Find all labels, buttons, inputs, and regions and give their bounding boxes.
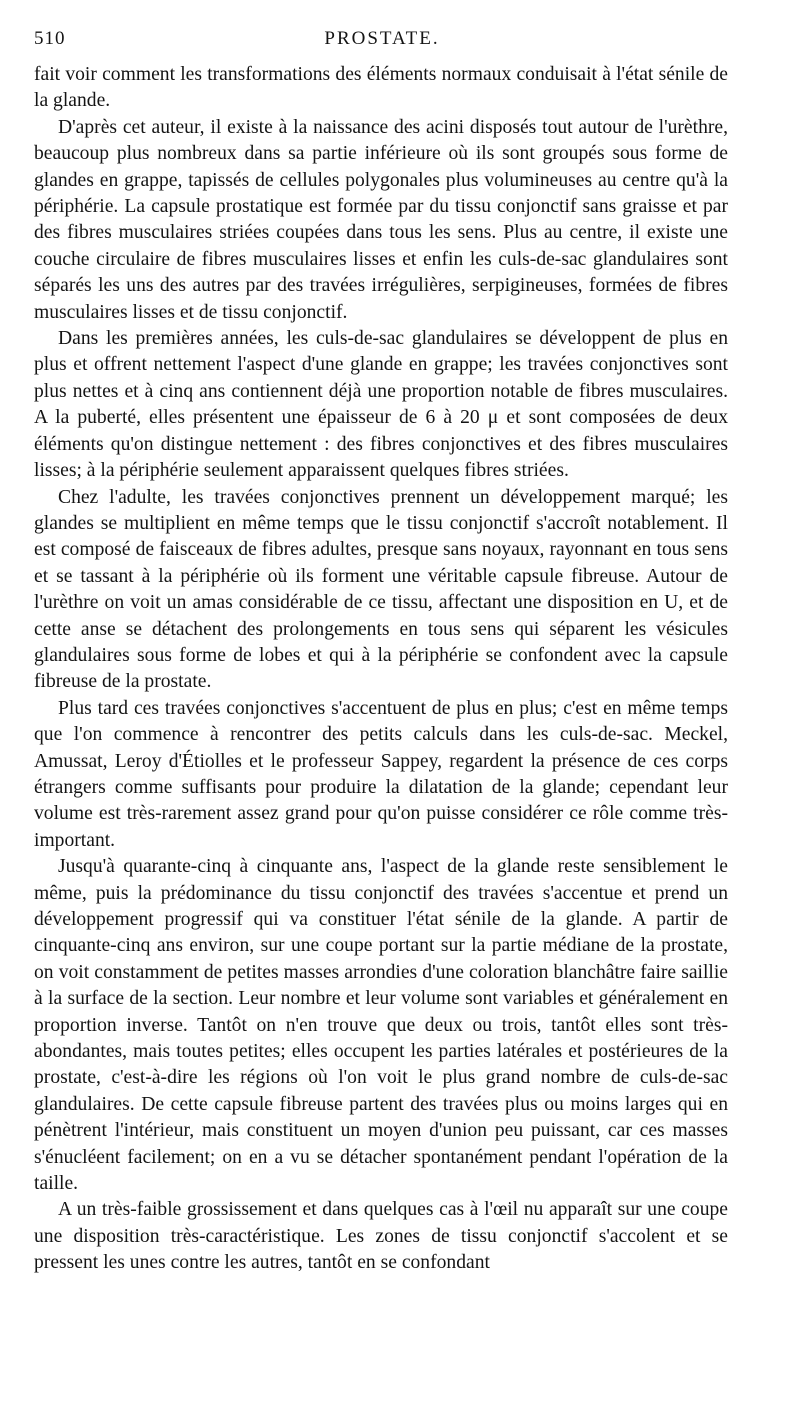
paragraph-premieres-annees: Dans les premières années, les culs-de-sac glandulaires se développent de plus en plus et offrent nettement l'aspect d'une glande en grappe; les travées conjonctives sont plus nettes et à cinq ans contiennent déjà une proportion notable de fibres musculaires. A la puberté, elles présentent une épaisseur de 6 à 20 μ et sont composées de deux éléments qu'on distingue nettement : des fibres conjonctives et des fibres musculaires lisses; à la périphérie seulement apparaissent quelques fibres striées.	[34, 328, 728, 482]
running-title: PROSTATE.	[324, 28, 440, 49]
paragraph-continuation: fait voir comment les transformations des éléments normaux conduisait à l'état sénile de la glande.	[34, 64, 728, 112]
body-text	[34, 62, 728, 1277]
paragraph-calculs: Plus tard ces travées conjonctives s'accentuent de plus en plus; c'est en même temps que l'on commence à rencontrer des petits calculs dans les culs-de-sac. Meckel, Amussat, Leroy d'Étiolles et le professeur Sappey, regardent la présence de ces corps étrangers comme suffisants pour produire la dilatation de la glande; cependant leur volume est très-rarement assez grand pour qu'on puisse considérer ce rôle comme très-important.	[34, 697, 728, 851]
paragraph-etat-senile: Jusqu'à quarante-cinq à cinquante ans, l'aspect de la glande reste sensiblement le même, puis la prédominance du tissu conjonctif des travées s'accentue et prend un développement progressif qui va constituer l'état sénile de la glande. A partir de cinquante-cinq ans environ, sur une coupe portant sur la partie médiane de la prostate, on voit constamment de petites masses arrondies d'une coloration blanchâtre faire saillie à la surface de la section. Leur nombre et leur volume sont variables et généralement en proportion inverse. Tantôt on n'en trouve que deux ou trois, tantôt elles sont très-abondantes, mais toutes petites; elles occupent les parties latérales et postérieures de la prostate, c'est-à-dire les régions où l'on voit le plus grand nombre de culs-de-sac glandulaires. De cette capsule fibreuse partent des travées plus ou moins larges qui en pénètrent l'intérieur, mais constituent un moyen d'union peu puissant, car ces masses s'énucléent facilement; on en a vu se détacher spontanément pendant l'opération de la taille.	[34, 856, 728, 1195]
page-header	[34, 28, 730, 58]
paragraph-grossissement: A un très-faible grossissement et dans quelques cas à l'œil nu apparaît sur une coupe une disposition très-caractéristique. Les zones de tissu conjonctif s'accolent et se pressent les unes contre les autres, tantôt en se confondant	[34, 1199, 728, 1274]
paragraph-adulte: Chez l'adulte, les travées conjonctives prennent un développement marqué; les glandes se multiplient en même temps que le tissu conjonctif s'accroît notablement. Il est composé de faisceaux de fibres adultes, presque sans noyaux, rayonnant en tous sens et se tassant à la périphérie où ils forment une véritable capsule fibreuse. Autour de l'urèthre on voit un amas considérable de ce tissu, affectant une disposition en U, et de cette anse se détachent des prolongements en tous sens qui séparent les vésicules glandulaires sous forme de lobes et qui à la périphérie se confondent avec la capsule fibreuse de la prostate.	[34, 486, 728, 693]
page-number: 510	[34, 28, 66, 49]
paragraph-acini: D'après cet auteur, il existe à la naissance des acini disposés tout autour de l'urèthre, beaucoup plus nombreux dans sa partie inférieure où ils sont groupés sous forme de glandes en grappe, tapissés de cellules polygonales plus volumineuses au centre qu'à la périphérie. La capsule prostatique est formée par du tissu conjonctif sans graisse et par des fibres musculaires striées coupées dans tous les sens. Plus au centre, il existe une couche circulaire de fibres musculaires lisses et enfin les culs-de-sac glandulaires sont séparés les uns des autres par des travées irrégulières, serpigineuses, formées de fibres musculaires lisses et de tissu conjonctif.	[34, 116, 728, 323]
